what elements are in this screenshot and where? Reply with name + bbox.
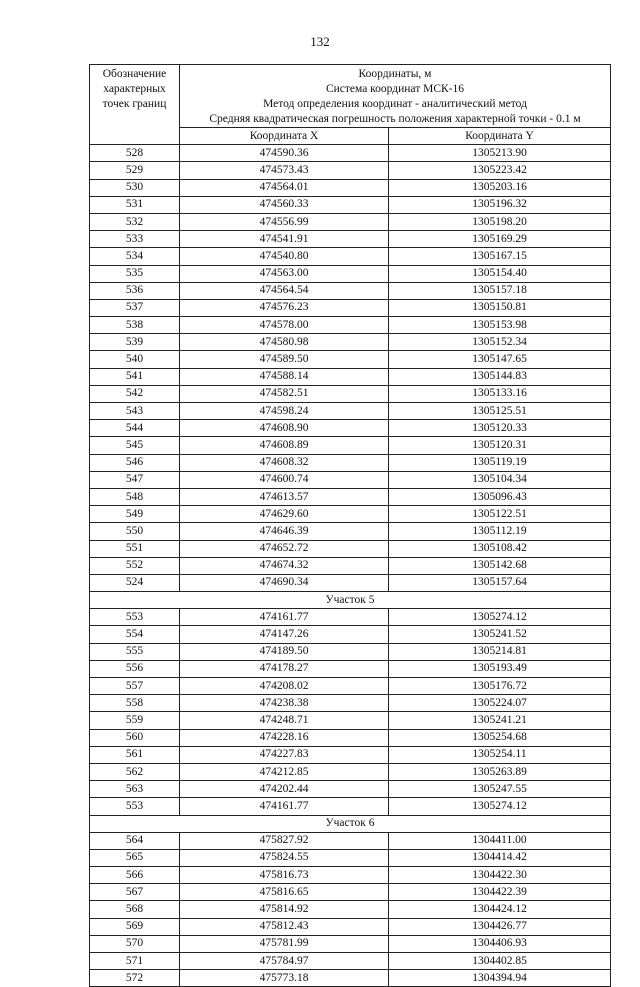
coordinate-y-cell: 1305122.51 <box>389 506 611 523</box>
coordinate-y-cell: 1305247.55 <box>389 781 611 798</box>
table-row <box>90 231 611 248</box>
point-number-cell: 572 <box>90 970 180 987</box>
coordinate-x-cell: 474598.24 <box>180 403 389 420</box>
point-number-cell: 548 <box>90 488 180 505</box>
coordinate-y-cell: 1305120.31 <box>389 437 611 454</box>
table-row <box>90 746 611 763</box>
point-number-cell: 564 <box>90 832 180 849</box>
coordinate-y-cell: 1305152.34 <box>389 334 611 351</box>
coordinate-x-cell: 475773.18 <box>180 970 389 987</box>
coordinate-y-cell: 1305157.18 <box>389 282 611 299</box>
coordinate-y-cell: 1305133.16 <box>389 385 611 402</box>
coordinate-x-cell: 474147.26 <box>180 626 389 643</box>
coordinate-y-cell: 1305167.15 <box>389 248 611 265</box>
coordinate-y-cell: 1305154.40 <box>389 265 611 282</box>
point-designation-header <box>90 65 180 145</box>
coordinate-y-cell: 1305176.72 <box>389 678 611 695</box>
table-row <box>90 437 611 454</box>
table-row <box>90 884 611 901</box>
coordinate-y-cell: 1305254.68 <box>389 729 611 746</box>
table-row <box>90 849 611 866</box>
coordinate-x-cell: 475784.97 <box>180 953 389 970</box>
coordinate-y-cell: 1305119.19 <box>389 454 611 471</box>
coordinate-x-cell: 474629.60 <box>180 506 389 523</box>
table-row <box>90 557 611 574</box>
coordinate-x-cell: 474608.90 <box>180 420 389 437</box>
coordinate-x-cell: 474578.00 <box>180 317 389 334</box>
coordinate-y-cell: 1305198.20 <box>389 213 611 230</box>
coordinate-x-cell: 474161.77 <box>180 609 389 626</box>
coordinate-y-cell: 1304424.12 <box>389 901 611 918</box>
point-number-cell: 551 <box>90 540 180 557</box>
coordinate-x-cell: 474580.98 <box>180 334 389 351</box>
coordinate-y-header: Координата Y <box>389 128 611 145</box>
point-number-cell: 537 <box>90 299 180 316</box>
table-row <box>90 471 611 488</box>
coordinate-x-cell: 474208.02 <box>180 678 389 695</box>
point-number-cell: 535 <box>90 265 180 282</box>
table-row <box>90 953 611 970</box>
point-number-cell: 565 <box>90 849 180 866</box>
table-row <box>90 712 611 729</box>
coordinate-y-cell: 1305241.52 <box>389 626 611 643</box>
table-row <box>90 282 611 299</box>
point-number-cell: 552 <box>90 557 180 574</box>
coordinate-y-cell: 1305274.12 <box>389 609 611 626</box>
coordinate-y-cell: 1304414.42 <box>389 849 611 866</box>
point-number-cell: 545 <box>90 437 180 454</box>
coordinate-x-cell: 474576.23 <box>180 299 389 316</box>
coordinate-x-cell: 474227.83 <box>180 746 389 763</box>
point-number-cell: 539 <box>90 334 180 351</box>
coordinate-y-cell: 1305263.89 <box>389 763 611 780</box>
coordinate-x-cell: 474564.54 <box>180 282 389 299</box>
coordinate-y-cell: 1305223.42 <box>389 162 611 179</box>
point-number-cell: 530 <box>90 179 180 196</box>
coordinate-x-cell: 474573.43 <box>180 162 389 179</box>
coordinate-x-cell: 474582.51 <box>180 385 389 402</box>
point-number-cell: 531 <box>90 196 180 213</box>
coordinates-table-body <box>90 65 611 987</box>
section-title: Участок 6 <box>90 815 611 832</box>
point-number-cell: 571 <box>90 953 180 970</box>
point-number-cell: 553 <box>90 798 180 815</box>
point-number-cell: 547 <box>90 471 180 488</box>
coordinate-x-cell: 474202.44 <box>180 781 389 798</box>
coordinate-x-cell: 474564.01 <box>180 179 389 196</box>
coordinates-table <box>89 64 611 987</box>
header-main-line: Средняя квадратическая погрешность положения характерной точки - 0.1 м <box>209 113 581 125</box>
coordinate-y-cell: 1305213.90 <box>389 145 611 162</box>
table-row <box>90 454 611 471</box>
coordinate-y-cell: 1305120.33 <box>389 420 611 437</box>
table-row <box>90 918 611 935</box>
coordinate-x-cell: 474228.16 <box>180 729 389 746</box>
coordinate-y-cell: 1305169.29 <box>389 231 611 248</box>
coordinate-x-cell: 474690.34 <box>180 574 389 591</box>
table-row <box>90 729 611 746</box>
table-row <box>90 695 611 712</box>
coordinate-x-cell: 474189.50 <box>180 643 389 660</box>
point-number-cell: 536 <box>90 282 180 299</box>
coordinate-y-cell: 1305142.68 <box>389 557 611 574</box>
point-number-cell: 546 <box>90 454 180 471</box>
coordinate-x-cell: 474556.99 <box>180 213 389 230</box>
point-number-cell: 557 <box>90 678 180 695</box>
table-row <box>90 540 611 557</box>
table-row <box>90 626 611 643</box>
coordinate-x-cell: 474178.27 <box>180 660 389 677</box>
point-number-cell: 568 <box>90 901 180 918</box>
coordinate-x-cell: 475814.92 <box>180 901 389 918</box>
table-row <box>90 179 611 196</box>
header-main-line: Система координат МСК-16 <box>325 83 465 95</box>
point-number-cell: 540 <box>90 351 180 368</box>
header-main-line: Метод определения координат - аналитический метод <box>263 98 527 110</box>
table-row <box>90 798 611 815</box>
coordinate-x-cell: 475812.43 <box>180 918 389 935</box>
coordinate-x-cell: 475816.73 <box>180 867 389 884</box>
coordinate-y-cell: 1304394.94 <box>389 970 611 987</box>
table-row <box>90 523 611 540</box>
table-row <box>90 420 611 437</box>
coordinate-x-cell: 474600.74 <box>180 471 389 488</box>
coordinate-x-cell: 474608.89 <box>180 437 389 454</box>
table-row <box>90 368 611 385</box>
coordinate-y-cell: 1305254.11 <box>389 746 611 763</box>
point-number-cell: 562 <box>90 763 180 780</box>
coordinate-y-cell: 1305196.32 <box>389 196 611 213</box>
coordinates-header <box>180 65 611 128</box>
table-row <box>90 334 611 351</box>
point-number-cell: 566 <box>90 867 180 884</box>
coordinate-y-cell: 1305147.65 <box>389 351 611 368</box>
coordinate-y-cell: 1305274.12 <box>389 798 611 815</box>
point-number-cell: 541 <box>90 368 180 385</box>
coordinate-x-cell: 474541.91 <box>180 231 389 248</box>
point-number-cell: 543 <box>90 403 180 420</box>
table-row <box>90 265 611 282</box>
coordinate-y-cell: 1305144.83 <box>389 368 611 385</box>
point-number-cell: 561 <box>90 746 180 763</box>
table-row <box>90 678 611 695</box>
coordinate-y-cell: 1305214.81 <box>389 643 611 660</box>
point-number-cell: 558 <box>90 695 180 712</box>
table-row <box>90 213 611 230</box>
coordinate-y-cell: 1304426.77 <box>389 918 611 935</box>
coordinate-y-cell: 1305203.16 <box>389 179 611 196</box>
point-number-cell: 570 <box>90 935 180 952</box>
coordinate-y-cell: 1305157.64 <box>389 574 611 591</box>
coordinate-x-cell: 474590.36 <box>180 145 389 162</box>
table-row <box>90 488 611 505</box>
point-number-cell: 529 <box>90 162 180 179</box>
header-main-line: Координаты, м <box>358 68 432 80</box>
point-number-cell: 559 <box>90 712 180 729</box>
table-row <box>90 609 611 626</box>
point-number-cell: 569 <box>90 918 180 935</box>
coordinate-x-cell: 474248.71 <box>180 712 389 729</box>
table-row <box>90 763 611 780</box>
coordinate-x-cell: 474589.50 <box>180 351 389 368</box>
coordinate-y-cell: 1305108.42 <box>389 540 611 557</box>
coordinate-x-cell: 475824.55 <box>180 849 389 866</box>
table-row <box>90 351 611 368</box>
coordinate-x-cell: 474608.32 <box>180 454 389 471</box>
coordinate-y-cell: 1305104.34 <box>389 471 611 488</box>
coordinate-x-cell: 474161.77 <box>180 798 389 815</box>
coordinate-y-cell: 1305112.19 <box>389 523 611 540</box>
table-row <box>90 196 611 213</box>
point-number-cell: 538 <box>90 317 180 334</box>
table-row <box>90 317 611 334</box>
point-number-cell: 542 <box>90 385 180 402</box>
coordinate-x-cell: 474238.38 <box>180 695 389 712</box>
table-row <box>90 403 611 420</box>
table-row <box>90 660 611 677</box>
coordinate-y-cell: 1304422.30 <box>389 867 611 884</box>
table-row <box>90 643 611 660</box>
coordinate-y-cell: 1305150.81 <box>389 299 611 316</box>
point-number-cell: 549 <box>90 506 180 523</box>
header-left-line: Обозначение <box>102 68 167 80</box>
coordinate-y-cell: 1304422.39 <box>389 884 611 901</box>
point-number-cell: 563 <box>90 781 180 798</box>
coordinate-x-cell: 474563.00 <box>180 265 389 282</box>
table-row <box>90 506 611 523</box>
coordinate-y-cell: 1304402.85 <box>389 953 611 970</box>
coordinate-x-header: Координата X <box>180 128 389 145</box>
table-row <box>90 867 611 884</box>
coordinate-y-cell: 1305241.21 <box>389 712 611 729</box>
page-number: 132 <box>310 34 330 49</box>
coordinate-y-cell: 1305096.43 <box>389 488 611 505</box>
coordinate-y-cell: 1304406.93 <box>389 935 611 952</box>
table-row <box>90 299 611 316</box>
point-number-cell: 555 <box>90 643 180 660</box>
header-left-line: характерных <box>103 83 166 95</box>
point-number-cell: 528 <box>90 145 180 162</box>
coordinate-x-cell: 475827.92 <box>180 832 389 849</box>
table-row <box>90 781 611 798</box>
point-number-cell: 553 <box>90 609 180 626</box>
point-number-cell: 532 <box>90 213 180 230</box>
table-row <box>90 248 611 265</box>
table-row <box>90 162 611 179</box>
coordinate-x-cell: 474560.33 <box>180 196 389 213</box>
section-row <box>90 815 611 832</box>
table-row <box>90 970 611 987</box>
coordinate-y-cell: 1304411.00 <box>389 832 611 849</box>
table-row <box>90 935 611 952</box>
point-number-cell: 534 <box>90 248 180 265</box>
point-number-cell: 533 <box>90 231 180 248</box>
point-number-cell: 554 <box>90 626 180 643</box>
coordinate-x-cell: 474212.85 <box>180 763 389 780</box>
point-number-cell: 560 <box>90 729 180 746</box>
point-number-cell: 524 <box>90 574 180 591</box>
coordinate-x-cell: 474674.32 <box>180 557 389 574</box>
coordinate-x-cell: 474540.80 <box>180 248 389 265</box>
point-number-cell: 544 <box>90 420 180 437</box>
coordinate-x-cell: 474646.39 <box>180 523 389 540</box>
coordinate-x-cell: 474613.57 <box>180 488 389 505</box>
coordinate-x-cell: 474588.14 <box>180 368 389 385</box>
coordinate-y-cell: 1305125.51 <box>389 403 611 420</box>
table-row <box>90 901 611 918</box>
point-number-cell: 550 <box>90 523 180 540</box>
coordinate-y-cell: 1305193.49 <box>389 660 611 677</box>
point-number-cell: 567 <box>90 884 180 901</box>
header-left-line: точек границ <box>102 98 167 110</box>
table-row <box>90 574 611 591</box>
table-row <box>90 385 611 402</box>
table-row <box>90 832 611 849</box>
table-row <box>90 145 611 162</box>
coordinate-x-cell: 474652.72 <box>180 540 389 557</box>
coordinate-x-cell: 475816.65 <box>180 884 389 901</box>
section-title: Участок 5 <box>90 592 611 609</box>
header-row <box>90 65 611 128</box>
coordinate-y-cell: 1305153.98 <box>389 317 611 334</box>
coordinate-x-cell: 475781.99 <box>180 935 389 952</box>
coordinate-y-cell: 1305224.07 <box>389 695 611 712</box>
section-row <box>90 592 611 609</box>
point-number-cell: 556 <box>90 660 180 677</box>
